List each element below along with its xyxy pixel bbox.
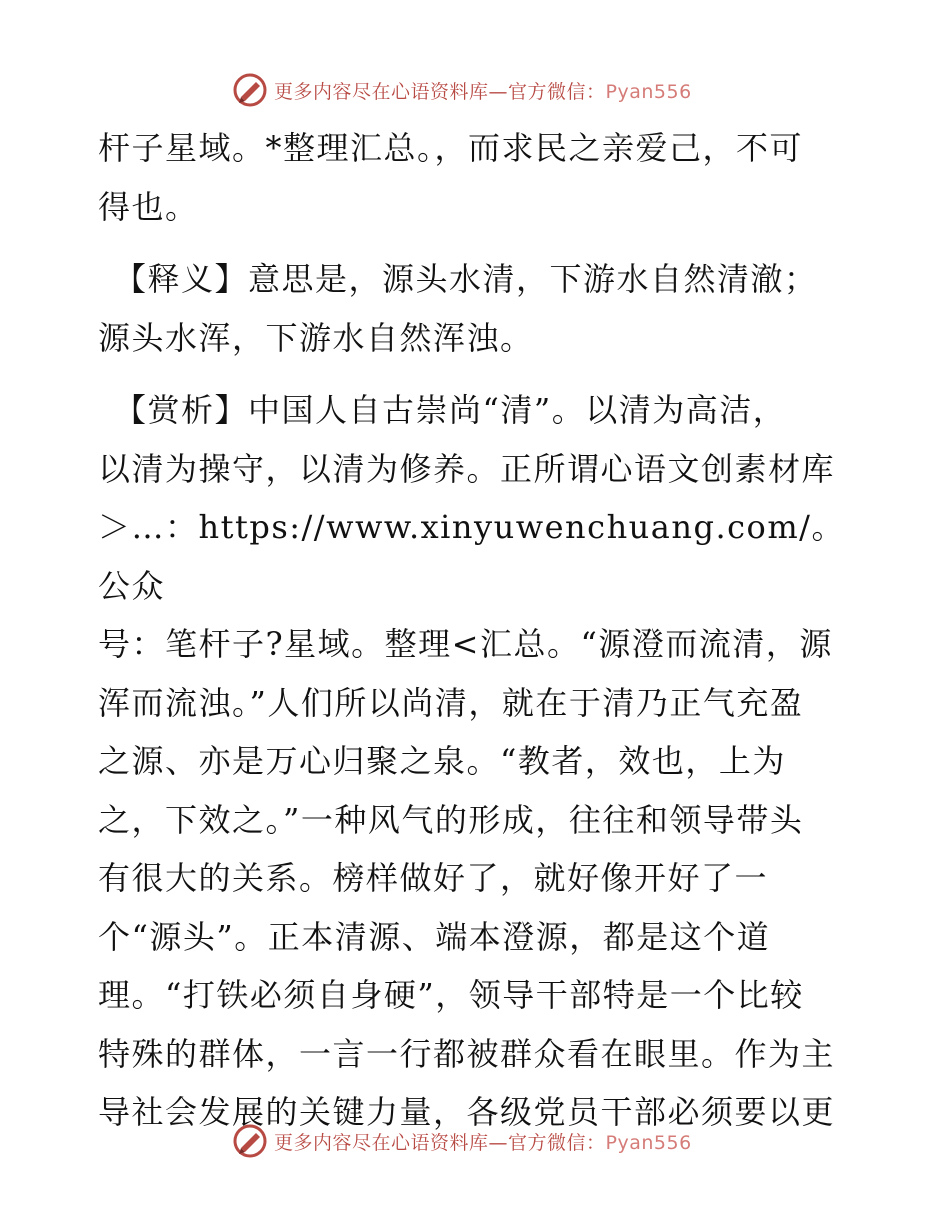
text-line: 【释义】意思是，源头水清，下游水自然清澈；	[114, 260, 818, 298]
text-line: 之源、亦是万心归聚之泉。“教者，效也，上为	[98, 742, 786, 780]
paragraph-definition	[98, 250, 858, 367]
header-banner	[232, 70, 692, 110]
text-line: 理。“打铁必须自身硬”，领导干部特是一个比较	[98, 976, 804, 1014]
paragraph-intro	[98, 119, 858, 236]
footer-banner	[232, 1121, 692, 1161]
text-line: 之，下效之。”一种风气的形成，往往和领导带头	[98, 800, 804, 839]
footer-wechat-id: Pyan556	[605, 1131, 692, 1154]
text-line: ＞…：https://www.xinyuwenchuang.com/。公众	[98, 508, 845, 605]
document-body	[98, 119, 858, 1142]
header-banner-text: 更多内容尽在心语资料库—官方微信：Pyan556	[274, 80, 692, 103]
text-line: 浑而流浊。”人们所以尚清，就在于清乃正气充盈	[98, 683, 804, 722]
text-line: 以清为操守，以清为修养。正所谓心语文创素材库	[98, 449, 836, 488]
text-line: 杆子星域。*整理汇总。，而求民之亲爱己，不可	[98, 129, 804, 167]
paragraph-analysis	[98, 381, 858, 1142]
text-line: 特殊的群体，一言一行都被群众看在眼里。作为主	[98, 1034, 836, 1073]
pen-logo-icon	[232, 72, 268, 108]
text-line: 个“源头”。正本清源、端本澄源，都是这个道	[98, 917, 771, 956]
footer-banner-text: 更多内容尽在心语资料库—官方微信：Pyan556	[274, 1131, 692, 1154]
text-line: 【赏析】中国人自古崇尚“清”。以清为高洁，	[114, 391, 787, 429]
header-wechat-id: Pyan556	[605, 80, 692, 103]
pen-logo-icon	[232, 1123, 268, 1159]
text-line: 导社会发展的关键力量，各级党员干部必须要以更	[98, 1093, 836, 1131]
text-line: 源头水浑，下游水自然浑浊。	[98, 318, 534, 357]
text-line: 号：笔杆子?星域。整理<汇总。“源澄而流清，源	[98, 625, 833, 663]
text-line: 得也。	[98, 187, 199, 226]
text-line: 有很大的关系。榜样做好了，就好像开好了一	[98, 859, 769, 897]
